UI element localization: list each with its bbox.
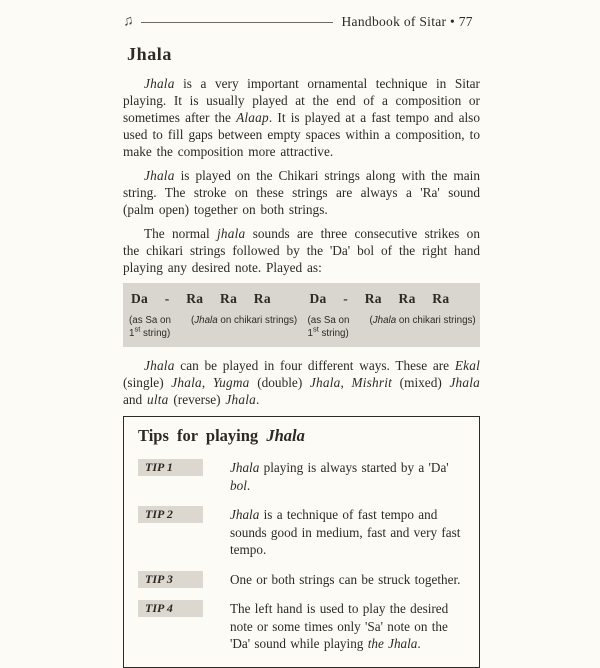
caption-sa-line2: 1st string) <box>129 324 171 339</box>
notation-group-right <box>308 291 477 340</box>
paragraph-four-ways: Jhala can be played in four different ways. These are Ekal (single) Jhala, Yugma (double) Jhala, Mishrit (mixed) Jhala and ulta (reverse) Jhala. <box>123 358 480 407</box>
tip-row-3 <box>138 571 467 589</box>
tip-1-text: Jhala playing is always started by a 'Da' bol. <box>230 460 449 493</box>
tip-4-text: The left hand is used to play the desired note or some times only 'Sa' note on the 'Da' sound while playing the Jhala. <box>230 601 449 651</box>
music-notes-icon: ♫ <box>121 13 135 30</box>
notation-block <box>123 283 480 347</box>
tip-3-text: One or both strings can be struck together. <box>230 571 461 587</box>
paragraph-normal-jhala: The normal jhala sounds are three consecutive strikes on the chikari strings followed by the 'Da' bol of the right hand playing any desired note. Played as: <box>123 226 480 275</box>
caption-chikari: (Jhala on chikari strings) <box>369 315 476 326</box>
running-header <box>123 13 480 31</box>
caption-sa <box>308 314 363 340</box>
tip-row-2 <box>138 506 467 559</box>
tip-1-label: TIP 1 <box>138 459 203 476</box>
caption-sa-line1: (as Sa on <box>307 315 350 326</box>
caption-sa-line1: (as Sa on <box>129 315 171 326</box>
bols-line: Da - Ra Ra Ra <box>309 291 450 306</box>
notation-captions <box>129 314 298 340</box>
tips-box-title: Tips for playing Jhala <box>138 426 305 445</box>
tips-box <box>123 416 480 668</box>
caption-chikari: (Jhala on chikari strings) <box>191 315 298 326</box>
bols-line: Da - Ra Ra Ra <box>131 291 271 306</box>
header-rule <box>141 22 333 23</box>
paragraph-intro: Jhala is a very important ornamental technique in Sitar playing. It is usually played at the end of a composition or sometimes after the Alaap. It is played at a fast tempo and also used to fill gaps between empty spaces within a composition, to make the composition more attractive. <box>123 76 480 159</box>
tip-4-label: TIP 4 <box>138 600 203 617</box>
caption-sa-line2: 1st string) <box>307 324 349 339</box>
tip-row-4 <box>138 600 467 653</box>
paragraph-chikari: Jhala is played on the Chikari strings along with the main string. The stroke on these strings are always a 'Ra' sound (palm open) together on both strings. <box>123 168 480 217</box>
tip-2-text: Jhala is a technique of fast tempo and sounds good in medium, fast and very fast tempo. <box>230 507 461 557</box>
tip-2-label: TIP 2 <box>138 506 203 523</box>
notation-group-left <box>129 291 298 340</box>
running-title: Handbook of Sitar • 77 <box>341 14 473 29</box>
tip-3-label: TIP 3 <box>138 571 203 588</box>
chapter-heading: Jhala <box>127 44 173 64</box>
caption-sa <box>129 314 184 340</box>
tip-row-1 <box>138 459 467 494</box>
notation-captions <box>308 314 477 340</box>
page-content <box>123 0 480 668</box>
